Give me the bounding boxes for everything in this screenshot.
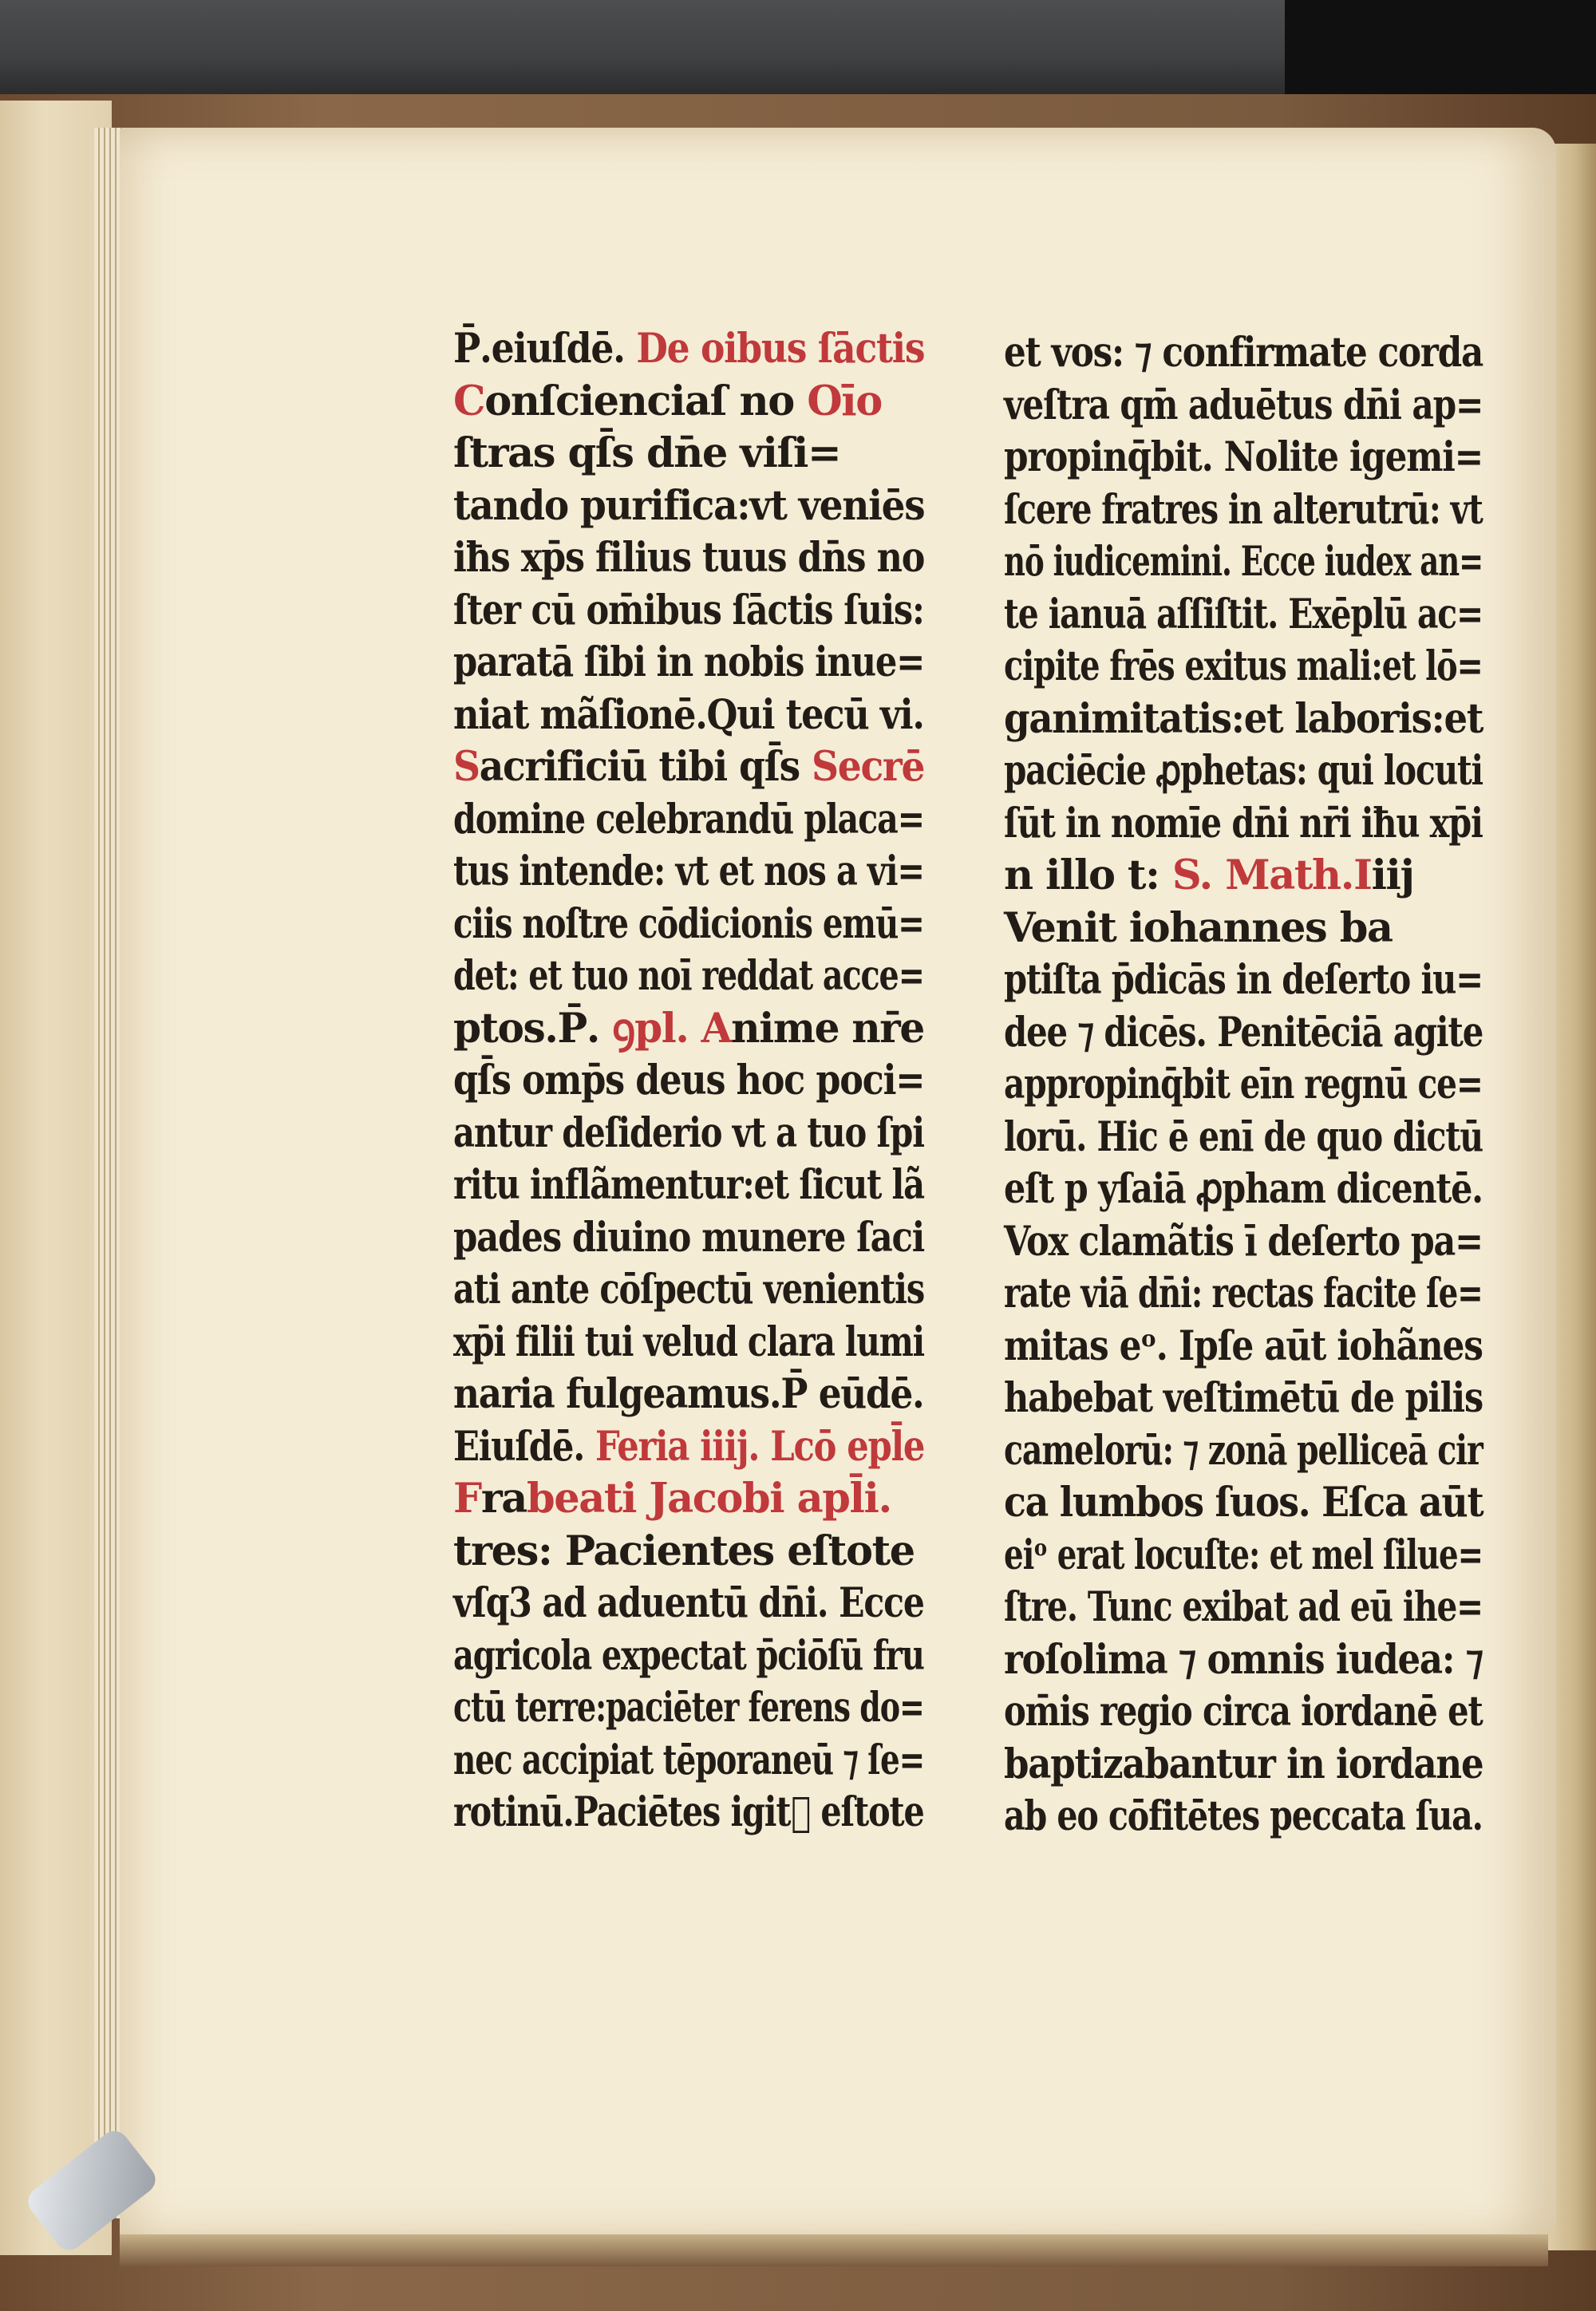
text-segment: niat mãſionē.Qui tecū vi. — [453, 690, 924, 739]
text-line — [453, 1578, 981, 1630]
text-line — [1004, 1007, 1543, 1060]
text-segment: P̄.eiuſdē. — [453, 325, 637, 373]
text-line — [1004, 1163, 1558, 1216]
text-segment: lorū. Hic ē enī de quo dictū — [1004, 1112, 1483, 1161]
text-line — [453, 480, 1035, 533]
text-segment: eſt p yſaiā ꝓpham dicentē. — [1004, 1165, 1483, 1213]
rubric-text: beati Jacobi apl̄i. — [526, 1475, 891, 1523]
text-line — [1004, 798, 1539, 851]
text-segment: et vos: ⁊ confirmate corda — [1004, 329, 1483, 377]
text-line — [1004, 1530, 1504, 1582]
text-segment: xp̄i filii tui velud clara lumi — [453, 1317, 925, 1366]
text-segment: tando purifica:vt veniēs — [453, 481, 925, 530]
rubric-text: Secrē — [812, 743, 925, 791]
text-line — [453, 899, 953, 951]
rubric-text: De oibus ſāctis — [636, 325, 925, 373]
text-line — [1004, 589, 1531, 642]
text-line — [1004, 903, 1596, 955]
text-segment: paciēcie ꝓphetas: qui locuti — [1004, 747, 1483, 795]
right-text-column — [1004, 327, 1596, 1843]
text-line — [1004, 1112, 1535, 1164]
text-line — [453, 1212, 991, 1265]
text-segment: ritu inflãmentur:et ſicut lã — [453, 1161, 925, 1209]
text-segment: iij — [1371, 851, 1414, 899]
text-segment: dee ⁊ dicēs. Penitēciā agite — [1004, 1008, 1483, 1057]
text-line — [453, 1473, 1085, 1526]
rubric-initial: F — [453, 1475, 481, 1523]
text-segment: nō iudicemini. Ecce iudex an= — [1004, 538, 1483, 586]
text-line — [1004, 1268, 1505, 1321]
text-segment: rate viā dn̄i: rectas facite ſe= — [1004, 1270, 1483, 1317]
text-segment: agricola expectat p̄ciōſū fru — [453, 1631, 924, 1680]
text-segment: ganimitatis:et laboris:et — [1004, 694, 1483, 743]
text-segment: nime nr̄e — [731, 1004, 924, 1053]
text-segment: om̄is regio circa iordanē et — [1004, 1688, 1483, 1736]
text-segment: Venit iohannes ba — [1004, 903, 1393, 952]
text-segment: camelorū: ⁊ zonā pelliceā cir — [1004, 1426, 1483, 1475]
text-segment: cipite frēs exitus mali:et lō= — [1004, 642, 1483, 690]
text-line — [453, 637, 989, 689]
text-segment: rotinū.Paciētes igit᷑ eſtote — [453, 1788, 924, 1836]
text-line — [453, 1003, 1075, 1056]
text-line — [453, 532, 1004, 585]
text-line — [1004, 432, 1568, 484]
rubric-text: Feria iiij. Lcō epl̄e — [595, 1422, 925, 1471]
text-line — [453, 585, 986, 638]
text-segment: naria fulgeamus.P̄ eūdē. — [453, 1370, 924, 1418]
text-line — [453, 1369, 1015, 1421]
text-line — [1004, 1686, 1543, 1739]
text-line — [453, 1787, 966, 1839]
text-segment: antur deſiderio vt a tuo ſpi — [453, 1108, 924, 1157]
text-segment: ati ante cōſpectū venientis — [453, 1266, 925, 1314]
text-segment: det: et tuo noī reddat acce= — [453, 952, 924, 1000]
text-line — [1004, 1059, 1529, 1112]
text-line — [1004, 850, 1596, 903]
text-line — [453, 1317, 958, 1369]
text-segment: ciis noſtre cōdicionis emū= — [453, 899, 924, 948]
text-line — [453, 428, 1085, 480]
scanner-backdrop-dark — [1285, 0, 1596, 97]
text-line — [453, 846, 966, 899]
rubric-initial: S — [453, 743, 480, 791]
text-segment: ab eo cōfitētes peccata ſua. — [1004, 1792, 1483, 1840]
text-segment: appropinq̄bit eīn regnū ce= — [1004, 1061, 1483, 1108]
text-segment: tres: Pacientes eſtote — [453, 1527, 915, 1575]
text-line — [453, 1159, 969, 1212]
text-segment: nec accipiat tēporaneū ⁊ ſe= — [453, 1736, 925, 1784]
rubric-initial: I — [1353, 851, 1372, 899]
text-segment: veſtra qm̄ aduētus dn̄i ap= — [1004, 381, 1483, 429]
text-line — [1004, 641, 1518, 693]
text-line — [453, 794, 964, 847]
text-segment: ſtras qſ̄s dn̄e viſi= — [453, 429, 841, 477]
text-segment: acrificiū tibi qſ̄s — [479, 743, 812, 791]
text-line — [453, 376, 1085, 429]
text-segment: vſq3 ad aduentū dn̄i. Ecce — [453, 1579, 924, 1627]
rubric-text: Oīo — [807, 377, 882, 425]
text-segment: te ianuā aſſiſtit. Exēplū ac= — [1004, 590, 1483, 638]
text-line — [453, 1108, 969, 1160]
text-line — [1004, 954, 1542, 1007]
text-segment: pades diuino munere ſaci — [453, 1213, 925, 1262]
text-segment: eiᵒ erat locuſte: et mel ſilue= — [1004, 1531, 1483, 1579]
text-line — [1004, 1373, 1558, 1425]
text-segment: paratā ſibi in nobis inue= — [453, 638, 925, 686]
text-line — [1004, 1321, 1570, 1373]
text-segment: ſūt in nomīe dn̄i nr̄i iħu xp̄i — [1004, 799, 1483, 847]
text-line — [1004, 693, 1596, 746]
text-segment: Eiuſdē. — [453, 1422, 596, 1471]
text-line — [453, 1526, 1085, 1578]
text-segment: onſcienciaſ no — [484, 377, 808, 425]
text-segment: tus intende: vt et nos a vi= — [453, 847, 924, 895]
text-segment: qſ̄s omp̄s deus hoc poci= — [453, 1057, 925, 1104]
text-segment: domine celebrandū placa= — [453, 795, 925, 843]
rubric-text: ꝯpl. — [612, 1004, 701, 1053]
text-segment: ptiſta p̄dicās in deſerto iu= — [1004, 956, 1483, 1004]
text-segment: habebat veſtimētū de pilis — [1004, 1374, 1483, 1422]
text-line — [1004, 1425, 1513, 1478]
text-line — [1004, 1216, 1558, 1269]
text-segment: Vox clamãtis ī deſerto pa= — [1004, 1217, 1483, 1266]
text-line — [1004, 536, 1483, 589]
text-segment: ſter cū om̄ibus ſāctis ſuis: — [453, 586, 924, 634]
text-line — [453, 950, 944, 1003]
text-line — [1004, 1477, 1595, 1530]
text-segment: roſolima ⁊ omnis iudea: ⁊ — [1004, 1635, 1483, 1684]
text-segment: ſcere fratres in alterutrū: vt — [1004, 485, 1483, 534]
text-line — [453, 323, 1018, 376]
text-segment: ptos.P̄. — [453, 1004, 613, 1053]
text-line — [1004, 327, 1567, 380]
text-segment: propinq̄bit. Nolite igemi= — [1004, 433, 1483, 481]
text-segment: ca lumbos ſuos. Eſca aūt — [1004, 1479, 1483, 1527]
text-line — [1004, 1634, 1586, 1687]
text-segment: baptizabantur in iordane — [1004, 1740, 1483, 1788]
left-text-column — [453, 323, 1085, 1839]
text-line — [453, 1682, 924, 1735]
text-line — [1004, 484, 1527, 537]
text-line — [1004, 745, 1528, 798]
text-line — [453, 1264, 968, 1317]
text-line — [1004, 1791, 1535, 1843]
text-segment: mitas eᵒ. Ipſe aūt iohãnes — [1004, 1321, 1483, 1370]
rubric-initial: A — [701, 1004, 732, 1053]
text-line — [1004, 380, 1550, 433]
text-line — [1004, 1739, 1586, 1792]
page-bottom-edge — [120, 2234, 1548, 2266]
text-line — [453, 1055, 1005, 1108]
text-line — [453, 1421, 990, 1474]
text-segment: ctū terre:paciēter ferens do= — [453, 1684, 924, 1732]
text-line — [453, 689, 1007, 742]
text-line — [453, 1630, 948, 1683]
text-segment: ſtre. Tunc exibat ad eū ihe= — [1004, 1583, 1483, 1631]
text-line — [1004, 1582, 1527, 1634]
text-line — [453, 1735, 935, 1788]
text-segment: ra — [480, 1475, 527, 1523]
text-segment: n illo t: — [1004, 851, 1172, 899]
rubric-initial: C — [453, 377, 485, 425]
text-line — [453, 741, 1037, 794]
text-segment: iħs xp̄s filius tuus dn̄s no — [453, 534, 925, 582]
rubric-text: S. Math. — [1171, 851, 1354, 899]
